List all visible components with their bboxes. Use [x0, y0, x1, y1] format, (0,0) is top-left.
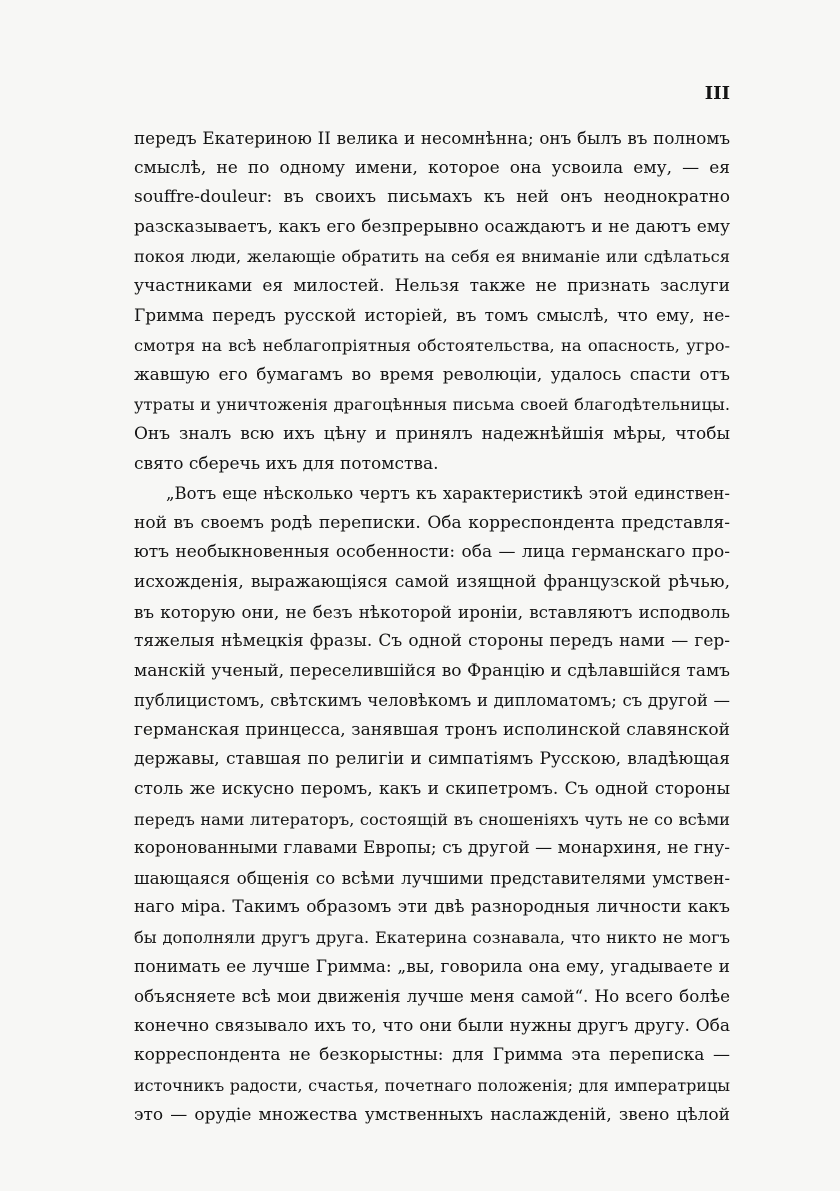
page-number: III [704, 83, 730, 104]
text-line: Гримма передъ русской исторіей, въ томъ смыслѣ, что ему, не- [134, 305, 730, 326]
text-line: державы, ставшая по религіи и симпатіямъ Русскою, владѣющая [134, 749, 730, 770]
text-line: коронованными главами Европы; съ другой — монархиня, не гну- [134, 838, 730, 859]
text-line: это — орудіе множества умственныхъ наслажденій, звено цѣлой [134, 1104, 730, 1125]
text-line: смотря на всѣ неблагопріятныя обстоятельства, на опасность, угро- [134, 336, 730, 356]
text-line: ной въ своемъ родѣ переписки. Оба корреспондента представля- [134, 512, 730, 533]
text-line: конечно связывало ихъ то, что они были нужны другъ другу. Оба [134, 1015, 730, 1036]
text-line: смыслѣ, не по одному имени, которое она усвоила ему, — ея [134, 157, 730, 178]
text-line: германская принцесса, занявшая тронъ исполинской славянской [134, 719, 730, 740]
text-line: ютъ необыкновенныя особенности: оба — лица германскаго про- [134, 542, 730, 563]
text-line: манскій ученый, переселившійся во Францію и сдѣлавшійся тамъ [134, 660, 730, 681]
text-line: жавшую его бумагамъ во время революціи, удалось спасти отъ [134, 364, 730, 385]
body-text [134, 124, 730, 1130]
text-line: объясняете всѣ мои движенія лучше меня самой“. Но всего болѣе [134, 986, 730, 1007]
text-line: столь же искусно перомъ, какъ и скипетромъ. Съ одной стороны [134, 779, 730, 800]
text-line: тяжелыя нѣмецкія фразы. Съ одной стороны передъ нами — гер- [134, 631, 730, 652]
text-line: публицистомъ, свѣтскимъ человѣкомъ и дипломатомъ; съ другой — [134, 691, 730, 711]
text-line: передъ нами литераторъ, состоящій въ сношеніяхъ чуть не со всѣми [134, 809, 730, 829]
text-line: свято сберечь ихъ для потомства. [134, 453, 439, 474]
text-line: Онъ зналъ всю ихъ цѣну и принялъ надежнѣйшія мѣры, чтобы [134, 423, 730, 444]
text-line: передъ Екатериною II велика и несомнѣнна; онъ былъ въ полномъ [134, 128, 730, 148]
text-line: бы дополняли другъ друга. Екатерина сознавала, что никто не могъ [134, 928, 730, 948]
text-line: souffre-douleur: въ своихъ письмахъ къ ней онъ неоднократно [134, 187, 730, 208]
text-line: шающаяся общенія со всѣми лучшими представителями умствен- [134, 867, 730, 888]
text-line: источникъ радости, счастья, почетнаго положенія; для императрицы [134, 1076, 730, 1095]
text-line: въ которую они, не безъ нѣкоторой ироніи, вставляютъ исподволь [134, 601, 730, 622]
text-line: понимать ее лучше Гримма: „вы, говорила она ему, угадываете и [134, 956, 730, 977]
text-line: исхожденія, выражающіяся самой изящной французской рѣчью, [134, 571, 730, 592]
paragraph-2 [134, 479, 730, 1130]
text-line: корреспондента не безкорыстны: для Гримма эта переписка — [134, 1045, 730, 1066]
text-line: покоя люди, желающіе обратить на себя ея вниманіе или сдѣлаться [134, 247, 730, 267]
text-line: разсказываетъ, какъ его безпрерывно осаждаютъ и не даютъ ему [134, 216, 730, 237]
paragraph-1 [134, 124, 730, 479]
text-line: наго міра. Такимъ образомъ эти двѣ разнородныя личности какъ [134, 897, 730, 918]
text-line: „Вотъ еще нѣсколько чертъ къ характеристикѣ этой единствен- [166, 484, 730, 504]
text-line: утраты и уничтоженія драгоцѣнныя письма своей благодѣтельницы. [134, 395, 730, 415]
text-line: участниками ея милостей. Нельзя также не признать заслуги [134, 275, 730, 296]
